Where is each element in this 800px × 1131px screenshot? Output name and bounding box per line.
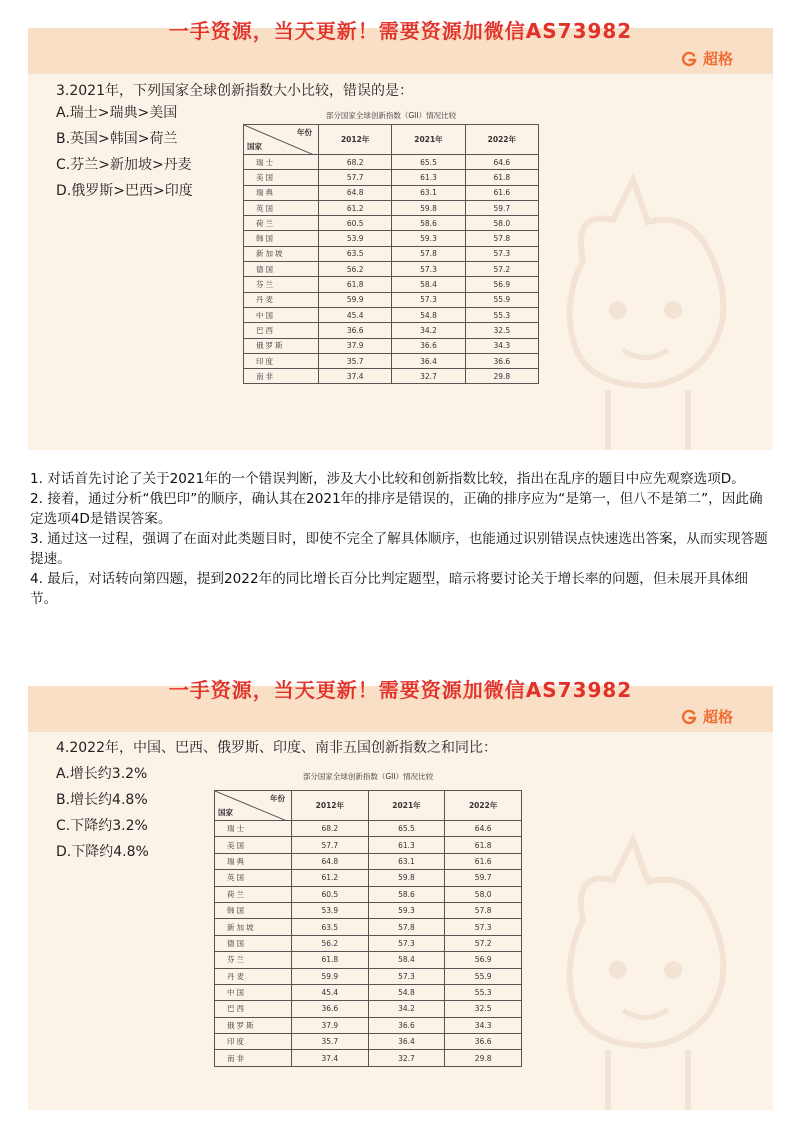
country-cell: 俄罗斯 bbox=[215, 1017, 292, 1033]
value-cell: 61.8 bbox=[292, 952, 369, 968]
slide-question-3 bbox=[28, 28, 773, 450]
value-cell: 59.9 bbox=[319, 292, 392, 307]
value-cell: 59.8 bbox=[392, 200, 465, 215]
value-cell: 61.8 bbox=[465, 170, 538, 185]
country-cell: 印度 bbox=[215, 1034, 292, 1050]
table-row bbox=[215, 952, 522, 968]
value-cell: 57.3 bbox=[392, 292, 465, 307]
country-cell: 美国 bbox=[215, 837, 292, 853]
unicorn-mascot-icon bbox=[523, 810, 773, 1110]
value-cell: 59.7 bbox=[465, 200, 538, 215]
value-cell: 60.5 bbox=[292, 886, 369, 902]
value-cell: 57.3 bbox=[368, 935, 445, 951]
table-corner-cell bbox=[244, 125, 319, 155]
value-cell: 59.8 bbox=[368, 870, 445, 886]
value-cell: 36.4 bbox=[368, 1034, 445, 1050]
value-cell: 68.2 bbox=[319, 155, 392, 170]
table-row bbox=[215, 853, 522, 869]
value-cell: 59.3 bbox=[392, 231, 465, 246]
table-row bbox=[244, 338, 539, 353]
option-a[interactable]: A.瑞士>瑞典>美国 bbox=[56, 105, 178, 121]
value-cell: 64.6 bbox=[445, 821, 522, 837]
value-cell: 55.3 bbox=[465, 307, 538, 322]
question-4-stem: 4.2022年，中国、巴西、俄罗斯、印度、南非五国创新指数之和同比： bbox=[56, 740, 497, 756]
value-cell: 65.5 bbox=[392, 155, 465, 170]
summary-text bbox=[30, 469, 770, 609]
value-cell: 57.7 bbox=[292, 837, 369, 853]
country-cell: 印度 bbox=[244, 353, 319, 368]
value-cell: 37.4 bbox=[319, 369, 392, 384]
value-cell: 56.9 bbox=[445, 952, 522, 968]
value-cell: 32.7 bbox=[392, 369, 465, 384]
table-row bbox=[215, 1001, 522, 1017]
table-row bbox=[244, 155, 539, 170]
value-cell: 36.4 bbox=[392, 353, 465, 368]
option-c[interactable]: C.芬兰>新加坡>丹麦 bbox=[56, 157, 192, 173]
table-row bbox=[215, 935, 522, 951]
table-caption: 部分国家全球创新指数（GII）情况比较 bbox=[302, 772, 434, 781]
year-header: 2012年 bbox=[319, 125, 392, 155]
year-header: 2021年 bbox=[368, 791, 445, 821]
value-cell: 34.2 bbox=[368, 1001, 445, 1017]
value-cell: 56.2 bbox=[292, 935, 369, 951]
country-cell: 芬兰 bbox=[244, 277, 319, 292]
unicorn-mascot-icon bbox=[523, 150, 773, 450]
value-cell: 57.2 bbox=[465, 262, 538, 277]
value-cell: 35.7 bbox=[319, 353, 392, 368]
corner-label-country: 国家 bbox=[218, 808, 233, 817]
table-row bbox=[215, 1050, 522, 1066]
corner-label-country: 国家 bbox=[247, 142, 262, 151]
country-cell: 新加坡 bbox=[215, 919, 292, 935]
option-d[interactable]: D.俄罗斯>巴西>印度 bbox=[56, 183, 193, 199]
value-cell: 60.5 bbox=[319, 216, 392, 231]
value-cell: 37.9 bbox=[292, 1017, 369, 1033]
table-row bbox=[244, 200, 539, 215]
question-3-options bbox=[56, 100, 193, 204]
value-cell: 32.5 bbox=[445, 1001, 522, 1017]
value-cell: 58.0 bbox=[445, 886, 522, 902]
value-cell: 61.8 bbox=[319, 277, 392, 292]
value-cell: 57.8 bbox=[445, 902, 522, 918]
value-cell: 57.2 bbox=[445, 935, 522, 951]
country-cell: 荷兰 bbox=[215, 886, 292, 902]
value-cell: 53.9 bbox=[319, 231, 392, 246]
country-cell: 美国 bbox=[244, 170, 319, 185]
value-cell: 57.8 bbox=[465, 231, 538, 246]
option-c[interactable]: C.下降约3.2% bbox=[56, 818, 148, 834]
value-cell: 58.4 bbox=[392, 277, 465, 292]
country-cell: 丹麦 bbox=[244, 292, 319, 307]
value-cell: 57.8 bbox=[392, 246, 465, 261]
watermark-banner: 一手资源，当天更新！需要资源加微信AS73982 bbox=[168, 19, 633, 43]
table-row bbox=[244, 231, 539, 246]
table-row bbox=[244, 323, 539, 338]
value-cell: 34.2 bbox=[392, 323, 465, 338]
brand-logo bbox=[681, 706, 733, 727]
table-row bbox=[215, 919, 522, 935]
value-cell: 58.4 bbox=[368, 952, 445, 968]
value-cell: 63.5 bbox=[319, 246, 392, 261]
year-header: 2012年 bbox=[292, 791, 369, 821]
table-row bbox=[215, 870, 522, 886]
table-caption: 部分国家全球创新指数（GII）情况比较 bbox=[325, 111, 457, 120]
value-cell: 57.3 bbox=[368, 968, 445, 984]
country-cell: 瑞士 bbox=[244, 155, 319, 170]
value-cell: 58.0 bbox=[465, 216, 538, 231]
value-cell: 34.3 bbox=[445, 1017, 522, 1033]
watermark-banner: 一手资源，当天更新！需要资源加微信AS73982 bbox=[168, 678, 633, 702]
value-cell: 29.8 bbox=[445, 1050, 522, 1066]
brand-name: 超格 bbox=[702, 708, 733, 726]
option-a[interactable]: A.增长约3.2% bbox=[56, 766, 148, 782]
value-cell: 55.9 bbox=[445, 968, 522, 984]
brand-logo bbox=[681, 48, 733, 69]
value-cell: 34.3 bbox=[465, 338, 538, 353]
summary-point: 3. 通过这一过程，强调了在面对此类题目时，即使不完全了解具体顺序，也能通过识别错误点快速选出答案，从而实现答题提速。 bbox=[30, 531, 768, 567]
corner-label-year: 年份 bbox=[270, 794, 285, 803]
value-cell: 36.6 bbox=[368, 1017, 445, 1033]
country-cell: 德国 bbox=[244, 262, 319, 277]
country-cell: 瑞典 bbox=[244, 185, 319, 200]
country-cell: 中国 bbox=[215, 984, 292, 1000]
table-row bbox=[215, 837, 522, 853]
value-cell: 63.1 bbox=[392, 185, 465, 200]
year-header: 2021年 bbox=[392, 125, 465, 155]
table-row bbox=[244, 185, 539, 200]
table-row bbox=[215, 1017, 522, 1033]
value-cell: 36.6 bbox=[292, 1001, 369, 1017]
value-cell: 36.6 bbox=[445, 1034, 522, 1050]
value-cell: 68.2 bbox=[292, 821, 369, 837]
gii-table bbox=[243, 124, 539, 384]
table-row bbox=[215, 821, 522, 837]
table-row bbox=[244, 246, 539, 261]
summary-point: 4. 最后，对话转向第四题，提到2022年的同比增长百分比判定题型，暗示将要讨论关于增长率的问题，但未展开具体细节。 bbox=[30, 571, 748, 607]
country-cell: 瑞士 bbox=[215, 821, 292, 837]
value-cell: 37.4 bbox=[292, 1050, 369, 1066]
value-cell: 57.3 bbox=[445, 919, 522, 935]
question-4-options bbox=[56, 761, 149, 865]
value-cell: 36.6 bbox=[319, 323, 392, 338]
summary-point: 2. 接着，通过分析“俄巴印”的顺序，确认其在2021年的排序是错误的，正确的排序应为“是第一，但八不是第二”，因此确定选项4D是错误答案。 bbox=[30, 491, 763, 527]
year-header: 2022年 bbox=[445, 791, 522, 821]
gii-table bbox=[214, 790, 522, 1067]
country-cell: 德国 bbox=[215, 935, 292, 951]
value-cell: 65.5 bbox=[368, 821, 445, 837]
country-cell: 巴西 bbox=[215, 1001, 292, 1017]
country-cell: 俄罗斯 bbox=[244, 338, 319, 353]
value-cell: 58.6 bbox=[392, 216, 465, 231]
table-row bbox=[244, 277, 539, 292]
table-corner-cell bbox=[215, 791, 292, 821]
table-row bbox=[215, 902, 522, 918]
value-cell: 58.6 bbox=[368, 886, 445, 902]
value-cell: 35.7 bbox=[292, 1034, 369, 1050]
value-cell: 56.2 bbox=[319, 262, 392, 277]
year-header: 2022年 bbox=[465, 125, 538, 155]
country-cell: 丹麦 bbox=[215, 968, 292, 984]
value-cell: 61.3 bbox=[392, 170, 465, 185]
country-cell: 荷兰 bbox=[244, 216, 319, 231]
country-cell: 新加坡 bbox=[244, 246, 319, 261]
country-cell: 巴西 bbox=[244, 323, 319, 338]
value-cell: 54.8 bbox=[392, 307, 465, 322]
country-cell: 韩国 bbox=[215, 902, 292, 918]
table-row bbox=[244, 369, 539, 384]
value-cell: 59.7 bbox=[445, 870, 522, 886]
value-cell: 61.2 bbox=[292, 870, 369, 886]
country-cell: 瑞典 bbox=[215, 853, 292, 869]
country-cell: 南非 bbox=[244, 369, 319, 384]
value-cell: 37.9 bbox=[319, 338, 392, 353]
table-row bbox=[244, 292, 539, 307]
value-cell: 36.6 bbox=[392, 338, 465, 353]
table-row bbox=[215, 886, 522, 902]
value-cell: 63.1 bbox=[368, 853, 445, 869]
value-cell: 64.8 bbox=[319, 185, 392, 200]
value-cell: 61.6 bbox=[445, 853, 522, 869]
value-cell: 56.9 bbox=[465, 277, 538, 292]
value-cell: 64.6 bbox=[465, 155, 538, 170]
brand-name: 超格 bbox=[702, 50, 733, 68]
value-cell: 45.4 bbox=[292, 984, 369, 1000]
country-cell: 芬兰 bbox=[215, 952, 292, 968]
corner-label-year: 年份 bbox=[297, 128, 312, 137]
value-cell: 57.8 bbox=[368, 919, 445, 935]
slide-question-4 bbox=[28, 686, 773, 1110]
country-cell: 英国 bbox=[215, 870, 292, 886]
value-cell: 45.4 bbox=[319, 307, 392, 322]
value-cell: 59.3 bbox=[368, 902, 445, 918]
option-b[interactable]: B.增长约4.8% bbox=[56, 792, 148, 808]
table-row bbox=[215, 984, 522, 1000]
country-cell: 韩国 bbox=[244, 231, 319, 246]
question-3-stem: 3.2021年，下列国家全球创新指数大小比较，错误的是： bbox=[56, 83, 413, 99]
value-cell: 53.9 bbox=[292, 902, 369, 918]
value-cell: 57.7 bbox=[319, 170, 392, 185]
value-cell: 55.3 bbox=[445, 984, 522, 1000]
table-row bbox=[244, 216, 539, 231]
option-b[interactable]: B.英国>韩国>荷兰 bbox=[56, 131, 178, 147]
value-cell: 64.8 bbox=[292, 853, 369, 869]
g-logo-icon bbox=[681, 51, 697, 67]
value-cell: 61.6 bbox=[465, 185, 538, 200]
table-row bbox=[244, 262, 539, 277]
value-cell: 54.8 bbox=[368, 984, 445, 1000]
value-cell: 61.8 bbox=[445, 837, 522, 853]
option-d[interactable]: D.下降约4.8% bbox=[56, 844, 149, 860]
value-cell: 29.8 bbox=[465, 369, 538, 384]
value-cell: 32.5 bbox=[465, 323, 538, 338]
table-row bbox=[244, 170, 539, 185]
country-cell: 南非 bbox=[215, 1050, 292, 1066]
value-cell: 57.3 bbox=[465, 246, 538, 261]
summary-point: 1. 对话首先讨论了关于2021年的一个错误判断，涉及大小比较和创新指数比较，指出在乱序的题目中应先观察选项D。 bbox=[30, 471, 745, 487]
value-cell: 57.3 bbox=[392, 262, 465, 277]
value-cell: 59.9 bbox=[292, 968, 369, 984]
value-cell: 61.3 bbox=[368, 837, 445, 853]
value-cell: 55.9 bbox=[465, 292, 538, 307]
table-row bbox=[244, 353, 539, 368]
value-cell: 36.6 bbox=[465, 353, 538, 368]
country-cell: 英国 bbox=[244, 200, 319, 215]
value-cell: 63.5 bbox=[292, 919, 369, 935]
value-cell: 61.2 bbox=[319, 200, 392, 215]
table-row bbox=[215, 1034, 522, 1050]
country-cell: 中国 bbox=[244, 307, 319, 322]
value-cell: 32.7 bbox=[368, 1050, 445, 1066]
g-logo-icon bbox=[681, 709, 697, 725]
table-row bbox=[215, 968, 522, 984]
table-row bbox=[244, 307, 539, 322]
